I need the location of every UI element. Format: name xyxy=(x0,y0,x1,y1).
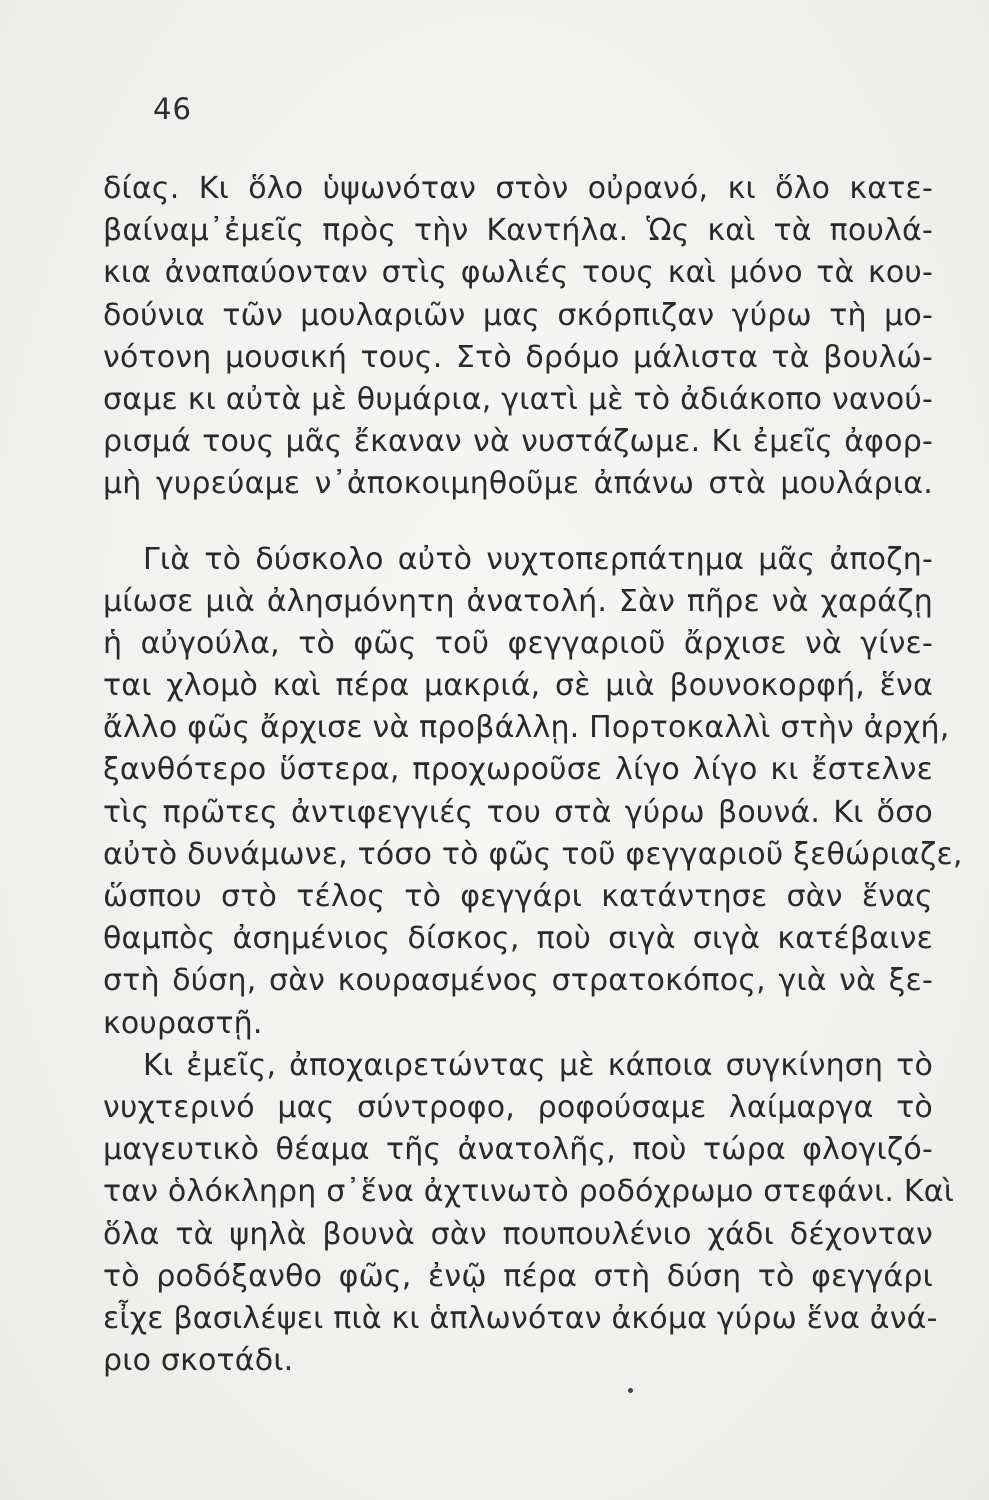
text-line: Γιὰ τὸ δύσκολο αὐτὸ νυχτοπερπάτημα μᾶς ἀποζη- xyxy=(143,541,933,577)
text-line: τὸ ροδόξανθο φῶς, ἐνῷ πέρα στὴ δύση τὸ φεγγάρι xyxy=(103,1258,933,1294)
text-line: δούνια τῶν μουλαριῶν μας σκόρπιζαν γύρω τὴ μο- xyxy=(103,297,933,333)
text-line: θαμπὸς ἀσημένιος δίσκος, ποὺ σιγὰ σιγὰ κατέβαινε xyxy=(103,921,933,957)
text-line: ξανθότερο ὕστερα, προχωροῦσε λίγο λίγο κι ἔστελνε xyxy=(103,752,933,788)
text-line: νυχτερινό μας σύντροφο, ροφούσαμε λαίμαργα τὸ xyxy=(103,1089,933,1125)
text-line: στὴ δύση, σὰν κουρασμένος στρατοκόπος, γιὰ νὰ ξε- xyxy=(103,963,933,999)
text-line: σαμε κι αὐτὰ μὲ θυμάρια, γιατὶ μὲ τὸ ἀδιάκοπο νανού- xyxy=(103,381,933,417)
text-line: ριο σκοτάδι. xyxy=(103,1343,294,1379)
text-line: κια ἀναπαύονταν στὶς φωλιές τους καὶ μόνο τὰ κου- xyxy=(103,255,933,291)
text-line: μὴ γυρεύαμε ν᾿ἀποκοιμηθοῦμε ἀπάνω στὰ μουλάρια. xyxy=(103,466,933,502)
text-line: ρισμά τους μᾶς ἔκαναν νὰ νυστάζωμε. Κι ἐμεῖς ἀφορ- xyxy=(103,424,933,460)
paragraph-3 xyxy=(103,1045,955,1383)
paragraph-gap xyxy=(103,506,933,539)
text-line: ὅλα τὰ ψηλὰ βουνὰ σὰν πουπουλένιο χάδι δέχονταν xyxy=(103,1216,933,1252)
text-line: ται χλομὸ καὶ πέρα μακριά, σὲ μιὰ βουνοκορφή, ἕνα xyxy=(103,668,933,704)
print-speck xyxy=(628,1388,633,1393)
text-line: κουραστῇ. xyxy=(103,1005,263,1041)
text-line: αὐτὸ δυνάμωνε, τόσο τὸ φῶς τοῦ φεγγαριοῦ ξεθώριαζε, xyxy=(103,836,963,872)
text-line: νότονη μουσική τους. Στὸ δρόμο μάλιστα τὰ βουλώ- xyxy=(103,339,933,375)
text-line: ἄλλο φῶς ἄρχισε νὰ προβάλλῃ. Πορτοκαλλὶ στὴν ἀρχή, xyxy=(103,710,950,746)
text-line: δίας. Κι ὅλο ὑψωνόταν στὸν οὐρανό, κι ὅλο κατε- xyxy=(103,171,933,206)
text-line: μίωσε μιὰ ἀλησμόνητη ἀνατολή. Σὰν πῆρε νὰ χαράζῃ xyxy=(103,583,933,619)
page-number: 46 xyxy=(153,92,192,126)
text-line: Κι ἐμεῖς, ἀποχαιρετώντας μὲ κάποια συγκίνηση τὸ xyxy=(143,1047,933,1083)
text-line: ταν ὁλόκληρη σ᾿ἕνα ἀχτινωτὸ ροδόχρωμο στεφάνι. Καὶ xyxy=(103,1174,955,1210)
body-text xyxy=(103,168,963,1382)
text-line: τὶς πρῶτες ἀντιφεγγιές του στὰ γύρω βουνά. Κι ὅσο xyxy=(103,794,933,830)
text-line: ὥσπου στὸ τέλος τὸ φεγγάρι κατάντησε σὰν ἕνας xyxy=(103,879,933,914)
text-line: ἡ αὐγούλα, τὸ φῶς τοῦ φεγγαριοῦ ἄρχισε νὰ γίνε- xyxy=(103,625,933,661)
paragraph-1 xyxy=(103,168,933,506)
paragraph-2 xyxy=(103,539,963,1045)
text-line: εἶχε βασιλέψει πιὰ κι ἁπλωνόταν ἀκόμα γύρω ἕνα ἀνά- xyxy=(103,1300,938,1336)
text-line: βαίναμ᾿ἐμεῖς πρὸς τὴν Καντήλα. Ὡς καὶ τὰ πουλά- xyxy=(103,213,933,249)
text-line: μαγευτικὸ θέαμα τῆς ἀνατολῆς, ποὺ τώρα φλογιζό- xyxy=(103,1132,933,1168)
